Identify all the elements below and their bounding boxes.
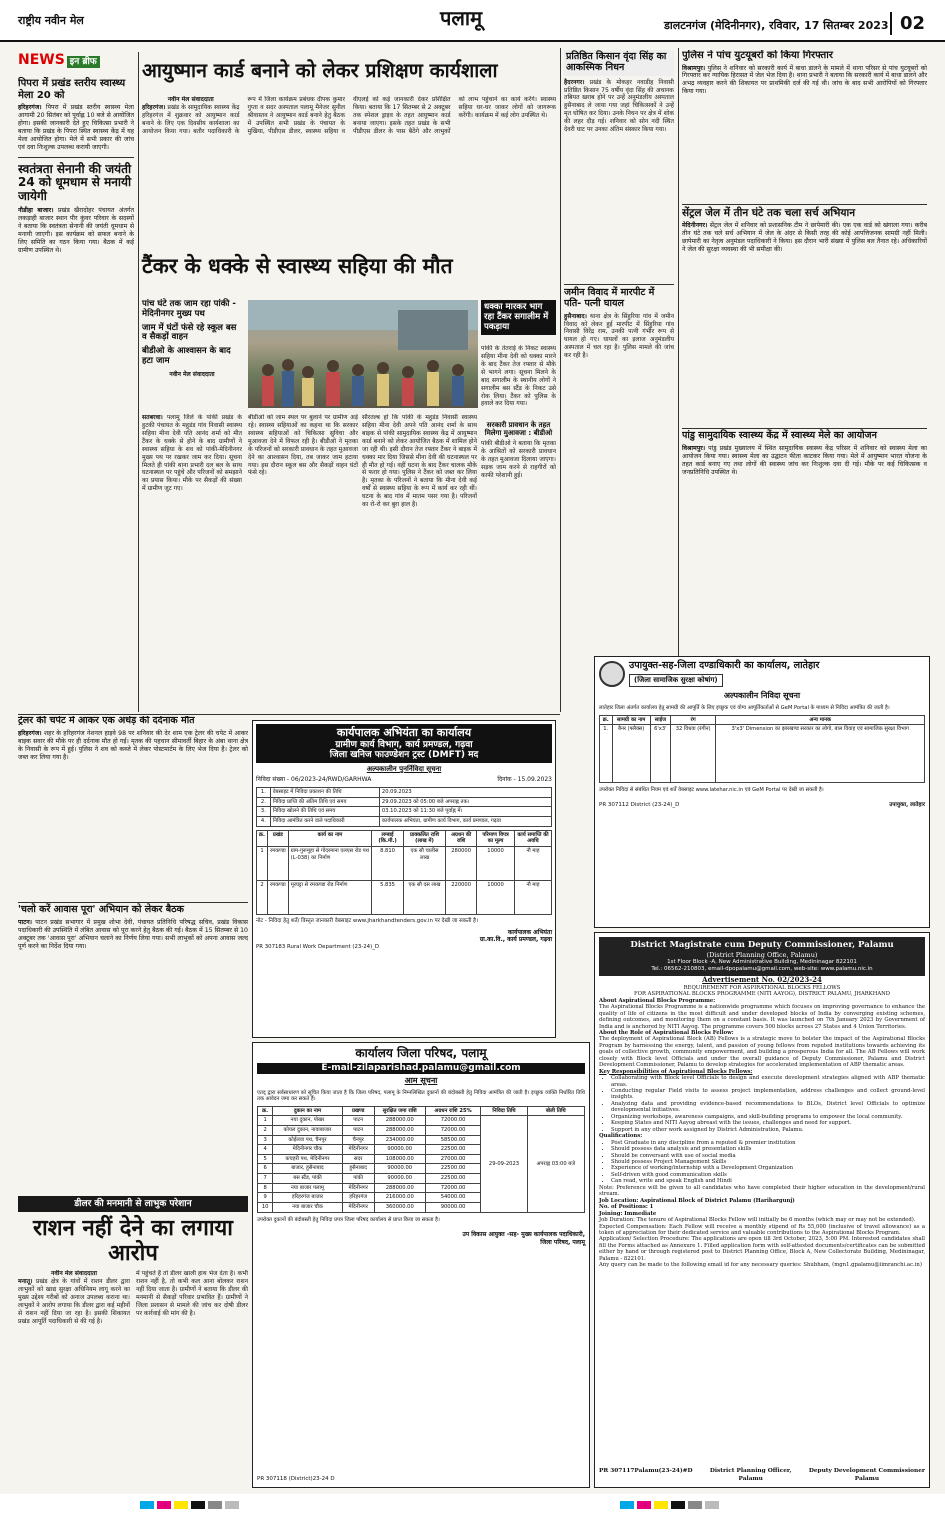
jail-article: सेंट्रल जेल में तीन घंटे तक चला सर्च अभियान मेदिनीनगर। सेंट्रल जेल में शनिवार को प्रशासनिक टीम ने छापेमारी की। एक एक वार्ड को खंगाला गया। करीब तीन घंटे तक चले सर्च अभियान में जेल के अंदर से किसी तरह की कोई आपत्तिजनक सामग्री नहीं मिली। छापेमारी का नेतृत्व अनुमंडल पदाधिकारी ने किया। इस दौरान भारी संख्या में पुलिस बल तैनात रहे। अधिकारियों ने जेल की सुरक्षा व्यवस्था की भी समीक्षा की। <box>682 204 927 426</box>
black-swatch <box>191 1501 205 1509</box>
crowd-illustration <box>248 300 478 408</box>
magenta-swatch <box>157 1501 171 1509</box>
latehar-table: क्र. सामग्री का नाम साईज रंग अन्य मानक 1. बैनर (फ्लैक्स) 6'x3' 32 विधवा (रंगीन) 3'x3' Dimension का झारखण्ड सरकार का लोगो, बाल विवाह एवं सामाजिक सुरक्षा विभाग <box>599 715 925 784</box>
rwd-tender-ad: कार्यपालक अभियंता का कार्यालय ग्रामीण कार्य विभाग, कार्य प्रमण्डल, गढ़वा जिला खनिज फाउण्डेशन ट्रस्ट (DMFT) मद अल्पकालीन पुनर्निविदा सूचना निविदा संख्या - 06/2023-24/RWD/GARHWA दिनांक - 15.09.2023 1. वेबसाइट में निविदा प्रकाशन की तिथि 20.09.2023 2. निविदा प्राप्ति की अंतिम तिथि एवं समय 29.09.2023 को 05:00 बजे अपराह्न तक। 3. निविदा खोलने की तिथि एवं समय 03.10.2023 को 11:30 बजे पूर्वाह्न में। 4. निविदा आमंत्रित करने वाले पदाधिकारी कार्यपालक अभियंता, ग्रामीण कार्य विभाग, कार्य प्रमण्डल, गढ़वा क्र. प्रखंड कार्य का नाम लम्बाई (कि.मी.) प्राक्कलित राशि (लाख में) अग्रधन की राशि परिमाण विपत्र का मूल्य कार्य समाप्ति की अवधि 1 रमकण्डा ग्राम-गुरूमुहा से गोदरमाना एलएस रोड पथ (L-038) का निर्माण 8.810 एक सौ चालीस लाख 280000 10000 नौ माह 2 रमकण्डा मूरघट्टा से रमकण्डा रोड निर्माण 5.835 एक सौ दस लाख 220000 10000 नौ माह नोट - निविदा हेतु शर्तें/ विस्तृत जानकारी वेबसाइट www.jharkhandtenders.gov.in पर देखी जा सकती है। कार्यपालक अभियंता ग्रा.का.वि., कार्य प्रमण्डल, गढ़वा PR 307183 Rural Work Department (23-24)_D <box>252 720 556 1038</box>
edition-name: पलामू <box>440 6 483 30</box>
trailer-article: ट्रेलर की चपेट में आकर एक अधेड़ की दर्दनाक मौत हरिहरगंज। शहर के हरिहरगंज नेशनल हाइवे 98 पर शनिवार की देर शाम एक ट्रेलर की चपेट में आकर बाइक सवार की मौके पर ही दर्दनाक मौत हो गई। मृतक की पहचान सीमावर्ती बिहार के अंबा थाना क्षेत्र के निवासी के रूप में हुई। पुलिस ने शव को कब्जे में लेकर पोस्टमार्टम के लिए भेज दिया है। ट्रेलर को जब्त कर लिया गया है। <box>18 716 248 761</box>
news-brief-label: NEWS इन ब्रीफ <box>18 52 134 78</box>
masthead <box>0 0 945 42</box>
zameen-article: जमीन विवाद में मारपीट में पति- पत्नी घायल हुसैनाबाद। थाना क्षेत्र के सिंहुरिया गांव में जमीन विवाद को लेकर हुई मारपीट में सिंहुरिया गांव निवासी विरेंद्र राम, उनकी पत्नी गंभीर रूप से घायल हो गए। घायलों का इलाज अनुमंडलीय अस्पताल में चल रहा है। पुलिस मामले की जांच कर रही है। <box>564 284 674 654</box>
brief1-body: पिपरा में प्रखंड स्तरीय स्वास्थ्य मेला आगामी 20 सितंबर को पूर्वाह्न 10 बजे से आयोजित होगा। इसकी जानकारी देते हुए चिकित्सा प्रभारी ने बताया कि प्रखंड के पिपरा स्थित स्वास्थ्य केंद्र में यह मेला आयोजित होगा। मेले में सभी प्रकार की जांच एवं दवा निःशुल्क उपलब्ध करायी जाएगी। <box>18 104 134 151</box>
page-number: 02 <box>890 12 925 35</box>
tanker-protest-photo <box>248 300 478 408</box>
tanker-col1: सतबरवा। पलामू जिले के पांकी प्रखंड के हुटकी पंचायत के महुडंड गांव निवासी स्वास्थ्य सहिया मीना देवी पति आनंद शर्मा को मीत टैंकर के धक्के से होने के बाद ग्रामीणों ने स्वास्थ्य सहिया के शव को पांकी-मेदिनीनगर मुख्य पथ पर रखकर जाम कर दिया। सूचना मिलते ही पांकी थाना प्रभारी दल बल के साथ घटनास्थल पर पहुंचे और परिजनों को समझाने का प्रयास किया। मौके पर सैकड़ों की संख्या में ग्रामीण जुट गए। <box>142 414 242 493</box>
dhakka-col: सरकारी प्रावधान के तहत मिलेगा मुआवजा : बीडीओ पांकी बीडीओ ने बताया कि मृतका के आश्रितों को सरकारी प्रावधान के तहत मुआवजा दिलाया जाएगा। सड़क जाम करने से राहगीरों को काफी परेशानी हुई। <box>481 421 556 479</box>
zila-parishad-ad: कार्यालय जिला परिषद, पलामू E-mail-zilaparishad.palamu@gmail.com आम सूचना एतद् द्वारा सर्वसाधारण को सूचित किया जाता है कि जिला परिषद, पलामू के निम्नलिखित दुकानों की बंदोबस्ती हेतु निविदा आमंत्रित की जाती है। इच्छुक व्यक्ति निर्धारित तिथि तक आवेदन जमा कर सकते हैं। क्र. दुकान का नाम प्रखण्ड सुरक्षित जमा राशि अग्रधन राशि 25% निविदा तिथि बोली तिथि 1 नया दुकान, पोखर पाटन 288000.00 72000.00 29-09-2023 अपराह्न 03:00 बजे 2 कोयल दुकान, नावाबाजार पाटन 288000.00 72000.00 3 कोईलवा पथ, चैनपुर चैनपुर 234000.00 58500.00 4 मेदिनीनगर चौक मेदिनीनगर 90000.00 22500.00 5 कचहरी पथ, मेदिनीनगर सदर 108000.00 27000.00 6 बाजार, हुसैनाबाद हुसैनाबाद 90000.00 22500.00 7 बस स्टैंड, पांकी पांकी 90000.00 22500.00 8 नया बाजार पलामू मेदिनीनगर 288000.00 72000.00 9 हरिहरगंज बाजार हरिहरगंज 216000.00 54000.00 10 नया बाजार चौक मेदिनीनगर 360000.00 90000.00 उपरोक्त दुकानों की बंदोबस्ती हेतु निविदा प्रपत्र जिला परिषद कार्यालय से प्राप्त किया जा सकता है। उप विकास आयुक्त -सह- मुख्य कार्यपालक पदाधिकारी, जिला परिषद, पलामू PR 307118 (District)23-24 D <box>252 1042 590 1488</box>
brief2-body: प्रखंड खैरादोहर पंचायत अंतर्गत लकड़ाही बाजार स्थान पीर कुंवर परिवार के सदस्यों ने बताया कि स्वतंत्रता सेनानी की जयंती धूमधाम से मनायी जाएगी। इस कार्यक्रम को सफल बनाने के लिए समिति का गठन किया गया। बैठक में कई ग्रामीण उपस्थित थे। <box>18 207 134 254</box>
brief1-dateline: हरिहरगंज। <box>18 104 42 111</box>
dhakka-box: धक्का मारकर भाग रहा टैंकर सगालीम में पकड़ाया <box>481 300 556 335</box>
news-brief-column <box>18 52 134 712</box>
ayushman-body: नवीन मेल संवाददाता हरिहरगंज। प्रखंड के सामुदायिक स्वास्थ्य केंद्र हरिहरगंज में शुक्रवार को आयुष्मान कार्ड बनाने के लिए एक दिवसीय कार्यशाला का आयोजन किया गया। बतौर पदाधिकारी के रूप में जिला कार्यक्रम प्रबंधक दीपक कुमार गुप्ता व सदर अस्पताल पलामू मैनेजर सुनील श्रीवास्तव ने आयुष्मान कार्ड बनाने हेतु बैठक में उपस्थित सभी प्रखंड के पंचायत के मुखिया, पीडीएस डीलर, स्वास्थ्य सहिया व वीएलई को कई जानकारी देकर प्रशिक्षित किया। बताया कि 17 सितम्बर से 2 अक्टूबर तक स्पेशल ड्राइव के तहत आयुष्मान कार्ड बनाया जाएगा। इसके तहत प्रखंड के सभी पीडीएस डीलर के पास बैठेंगे और लाभुकों को लाभ पहुंचाने का कार्य करेंगे। स्वास्थ्य सहिया घर-घर जाकर लोगों को जागरूक करेंगी। कार्यक्रम में कई लोग उपस्थित थे। <box>142 96 556 135</box>
latehar-ad: उपायुक्त-सह-जिला दण्डाधिकारी का कार्यालय, लातेहार (जिला सामाजिक सुरक्षा कोषांग) अल्पकालीन निविदा सूचना लातेहार जिला अंतर्गत कार्यालय हेतु सामग्री की आपूर्ति के लिए इच्छुक एवं योग्य आपूर्तिकर्ताओं से GeM Portal के माध्यम से निविदा आमंत्रित की जाती है। क्र. सामग्री का नाम साईज रंग अन्य मानक 1. बैनर (फ्लैक्स) 6'x3' 32 विधवा (रंगीन) 3'x3' Dimension का झारखण्ड सरकार का लोगो, बाल विवाह एवं सामाजिक सुरक्षा विभाग उपरोक्त निविदा से संबंधित नियम एवं शर्तें वेबसाइट www.latehar.nic.in एवं GeM Portal पर देखी जा सकती है। PR 307112 District (23-24)_D उपायुक्त, लातेहार <box>594 656 930 928</box>
yellow-swatch <box>174 1501 188 1509</box>
government-seal-icon <box>599 661 625 687</box>
tanker-subheads: पांच घंटे तक जाम रहा पांकी - मेदिनीनगर मुख्य पथ जाम में घंटों फंसे रहे स्कूल बस व सैकड़ों वाहन बीडीओ के आश्वासन के बाद हटा जाम नवीन मेल संवाददाता <box>142 299 237 378</box>
qualifications-list: • Post Graduate in any discipline from a reputed & premier institution • Should possess data analysis and presentation skills • Should be conversant with use of social media • Should possess Project Management Skills • Experience of working/internship with a Development Organization • Self-driven with good communication skills • Can read, write and speak English and Hindi <box>599 1140 925 1185</box>
tanker-col2: बीडीओ को जाम स्थल पर बुलाने पर ग्रामीण अड़े रहे। स्वास्थ्य सहियाओं का कहना था कि सरकार स्वास्थ्य सहियाओं को चिकित्सा सुविधा और मुआवजा देने में विफल रही है। बीडीओ ने मृतका के परिजनों को सरकारी प्रावधान के तहत मुआवजा देने का आश्वासन दिया, तब जाकर जाम हटाया गया। इस दौरान स्कूल बस और सैकड़ों वाहन घंटों फंसे रहे। <box>248 414 358 477</box>
color-registration-strip <box>0 1494 945 1517</box>
tanker-col3: सौरतल्ब हो कि पांकी के महुडंड निवासी स्वास्थ्य सहिया मीना देवी अपने पति आनंद शर्मा के साथ बाइक से पांकी सामुदायिक स्वास्थ्य केंद्र में आयुष्मान कार्ड बनाने को लेकर आयोजित बैठक में शामिल होने जा रही थी। इसी दौरान तेज रफ्तार टैंकर ने बाइक में धक्का मार दिया जिससे मीना देवी की घटनास्थल पर ही मौत हो गई। वहीं घटना के बाद टैंकर चालक मौके से फरार हो गया। पुलिस ने टैंकर को जब्त कर लिया है। मृतका के परिजनों ने बताया कि मीना देवी कई वर्षों से स्वास्थ्य सहिया के रूप में कार्य कर रही थीं। घटना के बाद गांव में मातम पसर गया है। परिजनों का रो-रो कर बुरा हाल है। <box>362 414 477 509</box>
color-swatches-right <box>620 1501 722 1512</box>
brief1-headline: पिपरा में प्रखंड स्तरीय स्वास्थ्य मेला 20 को <box>18 78 126 101</box>
cyan-swatch <box>140 1501 154 1509</box>
ayushman-headline: आयुष्मान कार्ड बनाने को लेकर प्रशिक्षण कार्यशाला <box>142 59 498 82</box>
pandu-article: पांडु सामुदायिक स्वास्थ्य केंद्र में स्वास्थ्य मेले का आयोजन विश्रामपुर। पांडु प्रखंड मुख्यालय में स्थित सामुदायिक स्वास्थ्य केंद्र परिसर में शनिवार को स्वास्थ्य मेला का आयोजन किया गया। स्वास्थ्य मेला का उद्घाटन फीता काटकर किया गया। मेले में आयुष्मान भारत योजना के तहत कार्ड बनाए गए तथा लोगों की स्वास्थ्य जांच कर निःशुल्क दवा दी गई। मौके पर कई चिकित्सक व जनप्रतिनिधि उपस्थित थे। <box>682 428 927 656</box>
zila-shops-table: क्र. दुकान का नाम प्रखण्ड सुरक्षित जमा राशि अग्रधन राशि 25% निविदा तिथि बोली तिथि 1 नया दुकान, पोखर पाटन 288000.00 72000.00 29-09-2023 अपराह्न 03:00 बजे 2 कोयल दुकान, नावाबाजार पाटन 288000.00 72000.00 3 कोईलवा पथ, चैनपुर चैनपुर 234000.00 58500.00 4 मेदिनीनगर चौक मेदिनीनगर 90000.00 22500.00 5 कचहरी पथ, मेदिनीनगर सदर 108000.00 27000.00 6 बाजार, हुसैनाबाद हुसैनाबाद 90000.00 22500.00 7 बस स्टैंड, पांकी पांकी 90000.00 22500.00 8 नया बाजार पलामू मेदिनीनगर 288000.00 72000.00 9 हरिहरगंज बाजार हरिहरगंज 216000.00 54000.00 10 नया बाजार चौक मेदिनीनगर 360000.00 90000.00 <box>257 1106 585 1213</box>
police-article: पुलिस ने पांच युटयूबरों को किया गिरफ्तार विश्रामपुर। पुलिस ने शनिवार को सरकारी कार्य में बाधा डालने के मामले में थाना परिसर से पांच युटयूबरों को गिरफ्तार कर न्यायिक हिरासत में जेल भेज दिया है। थाना प्रभारी ने बताया कि सरकारी कार्य में बाधा डालने और अभद्र व्यवहार करने की शिकायत पर प्राथमिकी दर्ज की गई थी। जांच के बाद सभी आरोपियों को गिरफ्तार किया गया। <box>682 50 927 96</box>
edition-date: डालटनगंज (मेदिनीनगर), रविवार, 17 सितम्बर 2023 <box>664 19 889 32</box>
dealer-headline: राशन नहीं देने का लगाया आरोप <box>32 1216 234 1267</box>
rwd-schedule: 1. वेबसाइट में निविदा प्रकाशन की तिथि 20.09.2023 2. निविदा प्राप्ति की अंतिम तिथि एवं समय 29.09.2023 को 05:00 बजे अपराह्न तक। 3. निविदा खोलने की तिथि एवं समय 03.10.2023 को 11:30 बजे पूर्वाह्न में। 4. निविदा आमंत्रित करने वाले पदाधिकारी कार्यपालक अभियंता, ग्रामीण कार्य विभाग, कार्य प्रमण्डल, गढ़वा <box>256 787 552 827</box>
responsibilities-list: • Collaborating with Block level Officials to design and execute development strategies aligned with ABP thematic areas. • Conducting regular Field visits to assess project implementation, address challenges and collect ground-level insights. • Analyzing data and providing evidence-based recommendations to BLOs, District level Officials to optimize developmental initiatives. • Organizing workshops, awareness campaigns, and skill-building programs to empower the local community. • Keeping States and NITI Aayog abreast with the issues, challenges and need for support. • Support in any other work assigned by District Administration, Palamu. <box>599 1075 925 1133</box>
dealer-col2: में पहुंचते हैं तो डीलर खाली हाथ भेज देता है। कभी राशन नहीं है, तो कभी कल आना बोलकर राशन नहीं दिया जाता है। ग्रामीणों ने बताया कि डीलर की मनमानी से सैकड़ों परिवार प्रभावित हैं। ग्रामीणों ने जिला प्रशासन से मामले की जांच कर दोषी डीलर पर कार्रवाई की मांग की है। <box>136 1270 248 1317</box>
light-grey-swatch <box>225 1501 239 1509</box>
dealer-col1: नवीन मेल संवाददाता मनातू। प्रखंड क्षेत्र के गांवों में राशन डीलर द्वारा लाभुकों को खाद्य सुरक्षा अधिनियम लागू करने का मुख्य उद्देश्य गरीबों को अनाज उपलब्ध कराना था। लाभुकों ने आरोप लगाया कि डीलर द्वारा कई महीनों से राशन नहीं दिया जा रहा है। इसकी शिकायत प्रखंड आपूर्ति पदाधिकारी से की गई है। <box>18 1270 130 1325</box>
awas-article: 'चलो करें आवास पूरा' अभियान को लेकर बैठक पाटन। पाटन प्रखंड सभागार में प्रमुख शोभा देवी, पंचायत प्रतिनिधि परिषद्ध सचिव, प्रखंड विकास पदाधिकारी की उपस्थिति में लंबित आवास को पूरा करने हेतु बैठक की गई। बैठक में 15 सितम्बर से 10 अक्टूबर तक 'आवास पूरा' अभियान चलाने का निर्णय लिया गया। सभी लाभुकों को अपना आवास जल्द पूर्ण करने का निर्देश दिया गया। <box>18 902 248 1192</box>
dealer-strip: डीलर की मनमानी से लाभुक परेशान <box>18 1196 248 1212</box>
rwd-works-table: क्र. प्रखंड कार्य का नाम लम्बाई (कि.मी.) प्राक्कलित राशि (लाख में) अग्रधन की राशि परिमाण विपत्र का मूल्य कार्य समाप्ति की अवधि 1 रमकण्डा ग्राम-गुरूमुहा से गोदरमाना एलएस रोड पथ (L-038) का निर्माण 8.810 एक सौ चालीस लाख 280000 10000 नौ माह 2 रमकण्डा मूरघट्टा से रमकण्डा रोड निर्माण 5.835 एक सौ दस लाख 220000 10000 नौ माह <box>256 830 552 915</box>
brief2-dateline: नौडीहा बाजार। <box>18 207 54 215</box>
dm-palamu-ad: District Magistrate cum Deputy Commissioner, Palamu (District Planning Office, Palamu) 1st Floor Block -A, New Administrative Building, Medininagar 822101 Tel.: 06562-210803, email-dpopalamu@gmail.com, web-site: www.palamu.nic.in Advertisement No. 02/2023-24 REQUIREMENT FOR ASPIRATIONAL BLOCKS FELLOWS FOR ASPIRATIONAL BLOCKS PROGRAMME (NITI AAYOG), DISTRICT PALAMU, JHARKHAND About Aspirational Blocks Programme: The Aspirational Blocks Programme is a nationwide programme which focuses on improving governance to enhance the quality of life of citizens in the most difficult and under developed blocks of India by converging existing schemes, defining outcomes, and monitoring them on a constant basis. It was launched on 7th January 2023 by Government of India and is anchored by NITI Aayog. The programme covers 500 blocks across 27 States and 4 Union Territories. About the Role of Aspirational Blocks Fellow: The deployment of Aspirational Block (AB) Fellows is a strategic move to bolster the impact of the Aspirational Blocks Program by harnessing the energy, talent, and passion of young fellows from reputed institutions towards achieving its goals of collective growth, community empowerment, and building a prosperous India for all. The AB Fellows will work closely with Block level Officials and under the overall guidance of Deputy Commissioner, Palamu and District Development Commissioner, Palamu to develop strategies for accelerated implementation of ABP thematic areas. Key Responsibilities of Aspirational Blocks Fellows: • Collaborating with Block level Officials to design and execute development strategies aligned with ABP thematic areas. • Conducting regular Field visits to assess project implementation, address challenges and collect ground-level insights. • Analyzing data and providing evidence-based recommendations to BLOs, District level Officials to optimize developmental initiatives. • Organizing workshops, awareness campaigns, and skill-building programs to empower the local community. • Keeping States and NITI Aayog abreast with the issues, challenges and need for support. • Support in any other work assigned by District Administration, Palamu. Qualifications: • Post Graduate in any discipline from a reputed & premier institution • Should possess data analysis and presentation skills • Should be conversant with use of social media • Should possess Project Management Skills • Experience of working/internship with a Development Organization • Self-driven with good communication skills • Can read, write and speak English and Hindi Note: Preference will be given to all candidates who have completed their higher education in the development/rural stream. Job Location: Aspirational Block of District Palamu (Harihargunj) No. of Positions: 1 Joining: Immediate Job Duration: The tenure of Aspirational Blocks Fellow will initially be 6 months (which may or may not be extended). Expected Compensation: Each Fellow will receive a monthly stipend of Rs 55,000 (inclusive of travel allowance) as a token of appreciation for their dedicated service and valuable contributions to the Aspirational Blocks Program. Application/ Selection Procedure: The applications are open till 3rd October, 2023, 5:00 PM. Interested candidates shall fill the Forms attached as Annexure 1. Filled application form with self-attested documents/certificates can be submitted either by hand or through registered post to District Planning Office, Block A, New Collectorate Building, Medininagar, Palamu - 822101. Any query can be made to the following email id for any necessary queries: Shubham, (mgn1.gpalamu@iimranchi.ac.in) PR 307117Palamu(23-24)#D District Planning Officer, Palamu Deputy Development Commissioner Palamu <box>594 932 930 1488</box>
tanker-headline: टैंकर के धक्के से स्वास्थ्य सहिया की मौत <box>142 254 453 278</box>
vrinda-article: प्रतिष्ठित किसान वृंदा सिंह का आकस्मिक निधन हैदरनगर। प्रखंड के मोकहर नवाडीह निवासी प्रतिष्ठित किसान 75 वर्षीय वृंदा सिंह की अचानक तबियत खराब होने पर उन्हें अनुमंडलीय अस्पताल हुसैनाबाद ले जाया गया जहां चिकित्सकों ने उन्हें मृत घोषित कर दिया। उनके निधन पर क्षेत्र में शोक की लहर दौड़ गई। शनिवार को सोन नदी स्थित देवरी घाट पर उनका अंतिम संस्कार किया गया। <box>564 51 674 133</box>
color-swatches-left <box>140 1501 242 1512</box>
paper-logo: राष्ट्रीय नवीन मेल <box>18 14 84 27</box>
grey-swatch <box>208 1501 222 1509</box>
dhakka-body: पांकी के तेतराई के निकट स्वास्थ्य सहिया मीना देवी को धक्का मारने के बाद टैंकर तेज रफ्तार से मौके से भागने लगा। सूचना मिलने के बाद सगालीम के स्थानीय लोगों ने सगालीम बस स्टैंड के निकट उसे रोक लिया। टैंकर को पुलिस के हवाले कर दिया गया। <box>481 345 556 408</box>
brief2-headline: स्वतंत्रता सेनानी की जयंती 24 को धूमधाम से मनायी जायेगी <box>18 161 132 204</box>
